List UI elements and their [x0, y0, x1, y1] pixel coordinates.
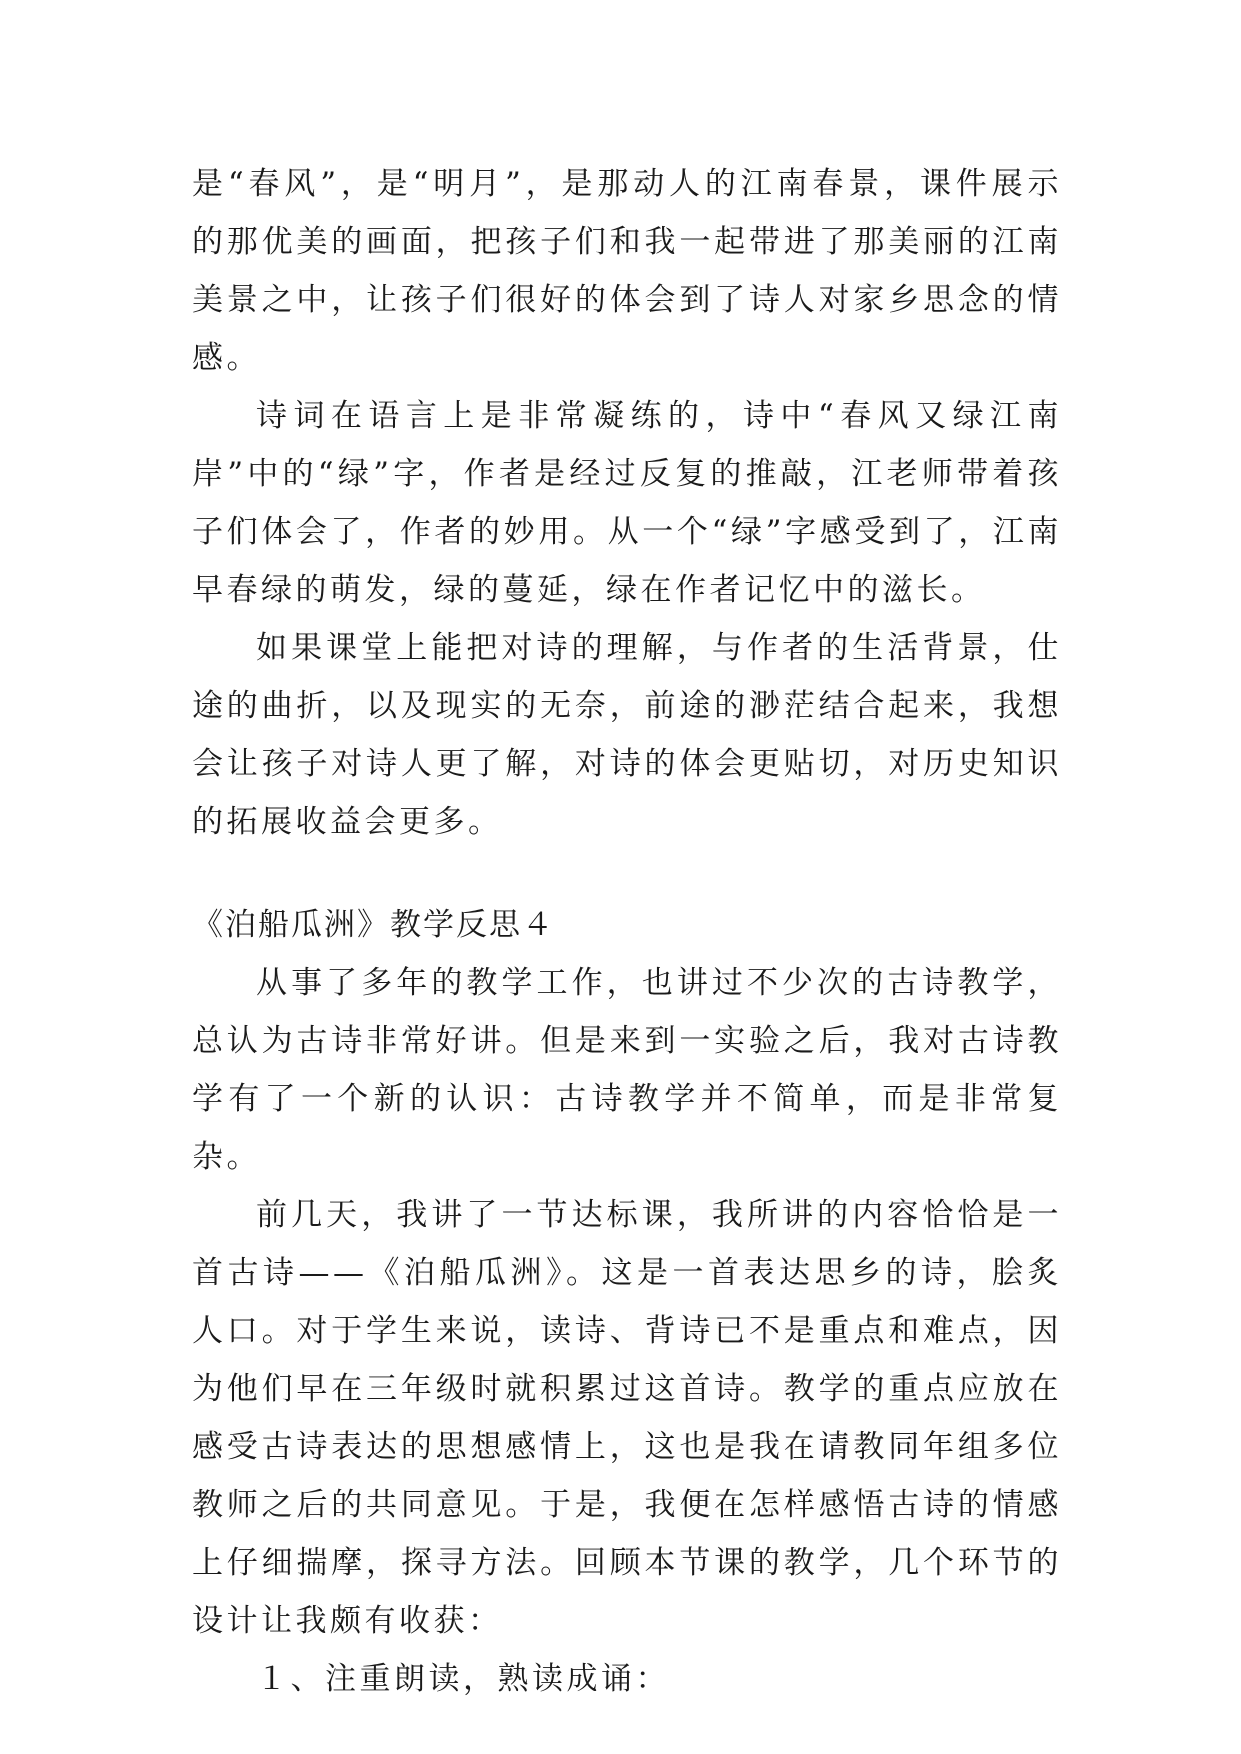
paragraph: 诗词在语言上是非常凝练的，诗中“春风又绿江南岸”中的“绿”字，作者是经过反复的推敲，江老师带着孩子们体会了，作者的妙用。从一个“绿”字感受到了，江南早春绿的萌发，绿的蔓延，绿在作者记忆中的滋长。: [192, 398, 1062, 608]
paragraph: 从事了多年的教学工作，也讲过不少次的古诗教学，总认为古诗非常好讲。但是来到一实验之后，我对古诗教学有了一个新的认识：古诗教学并不简单，而是非常复杂。: [192, 965, 1062, 1175]
paragraph: 前几天，我讲了一节达标课，我所讲的内容恰恰是一首古诗——《泊船瓜洲》。这是一首表达思乡的诗，脍炙人口。对于学生来说，读诗、背诗已不是重点和难点，因为他们早在三年级时就积累过这首诗。教学的重点应放在感受古诗表达的思想感情上，这也是我在请教同年组多位教师之后的共同意见。于是，我便在怎样感悟古诗的情感上仔细揣摩，探寻方法。回顾本节课的教学，几个环节的设计让我颇有收获：: [192, 1197, 1062, 1639]
section-heading: 《泊船瓜洲》教学反思４: [192, 907, 555, 943]
paragraph: 如果课堂上能把对诗的理解，与作者的生活背景，仕途的曲折，以及现实的无奈，前途的渺茫结合起来，我想会让孩子对诗人更了解，对诗的体会更贴切，对历史知识的拓展收益会更多。: [192, 630, 1062, 840]
document-body: [192, 155, 1062, 1708]
list-item: １、注重朗读，熟读成诵：: [256, 1661, 670, 1697]
paragraph: 是“春风”，是“明月”，是那动人的江南春景，课件展示的那优美的画面，把孩子们和我一起带进了那美丽的江南美景之中，让孩子们很好的体会到了诗人对家乡思念的情感。: [192, 166, 1062, 376]
